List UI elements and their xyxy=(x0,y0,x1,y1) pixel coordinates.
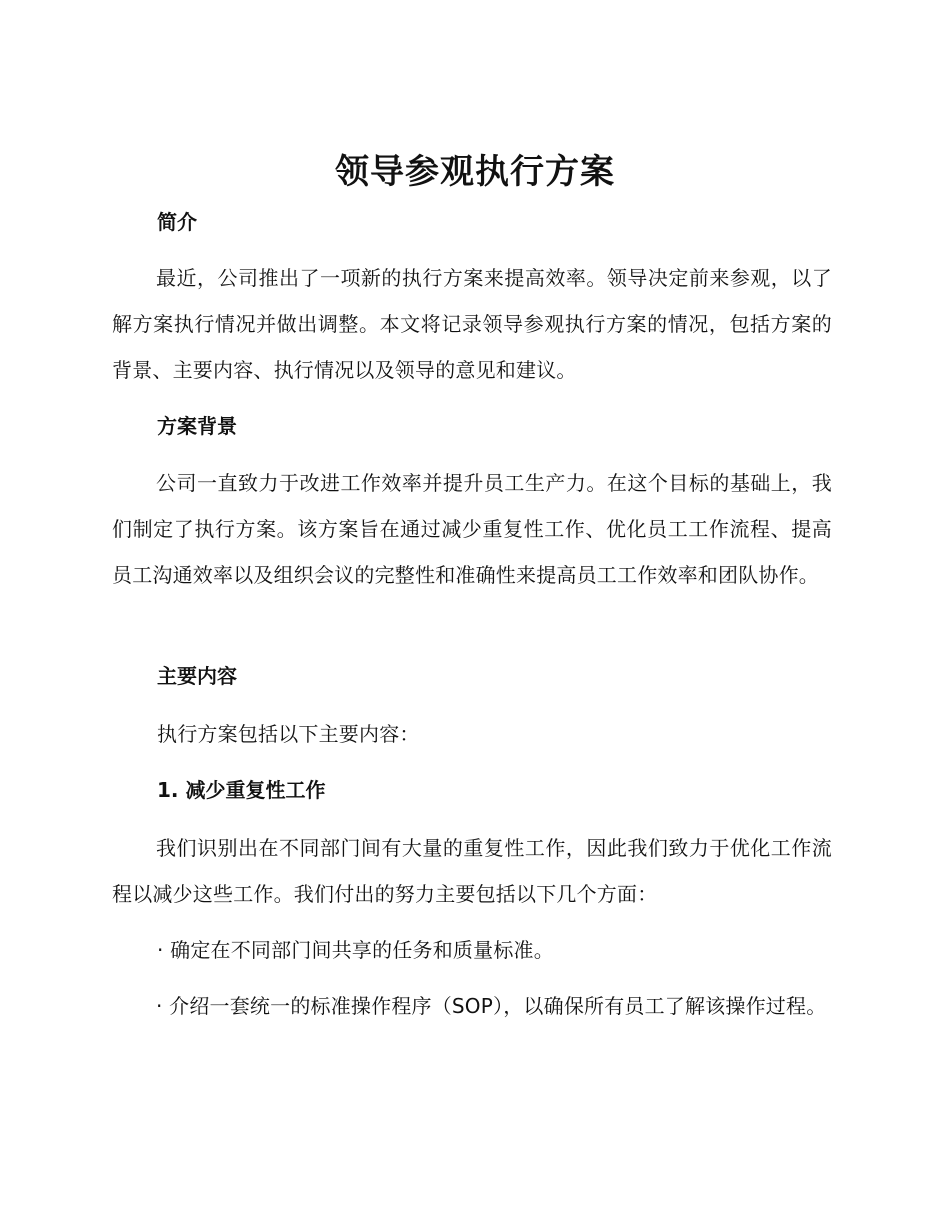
bullet-item-2: · 介绍一套统一的标准操作程序（SOP），以确保所有员工了解该操作过程。 xyxy=(156,994,827,1018)
paragraph-content-intro: 执行方案包括以下主要内容： xyxy=(157,722,420,746)
paragraph-intro: 最近，公司推出了一项新的执行方案来提高效率。领导决定前来参观，以了解方案执行情况并做出调整。本文将记录领导参观执行方案的情况，包括方案的背景、主要内容、执行情况以及领导的意见和建议。 xyxy=(112,266,832,382)
item-heading-1: 1. 减少重复性工作 xyxy=(157,778,326,802)
section-heading-content: 主要内容 xyxy=(157,664,237,688)
paragraph-item1: 我们识别出在不同部门间有大量的重复性工作，因此我们致力于优化工作流程以减少这些工作。我们付出的努力主要包括以下几个方面： xyxy=(112,836,832,906)
section-heading-intro: 简介 xyxy=(157,210,197,234)
paragraph-background: 公司一直致力于改进工作效率并提升员工生产力。在这个目标的基础上，我们制定了执行方案。该方案旨在通过减少重复性工作、优化员工工作流程、提高员工沟通效率以及组织会议的完整性和准确性来提高员工工作效率和团队协作。 xyxy=(112,471,832,587)
document-title: 领导参观执行方案 xyxy=(335,152,615,192)
section-heading-background: 方案背景 xyxy=(157,414,237,438)
bullet-item-1: · 确定在不同部门间共享的任务和质量标准。 xyxy=(157,938,554,962)
